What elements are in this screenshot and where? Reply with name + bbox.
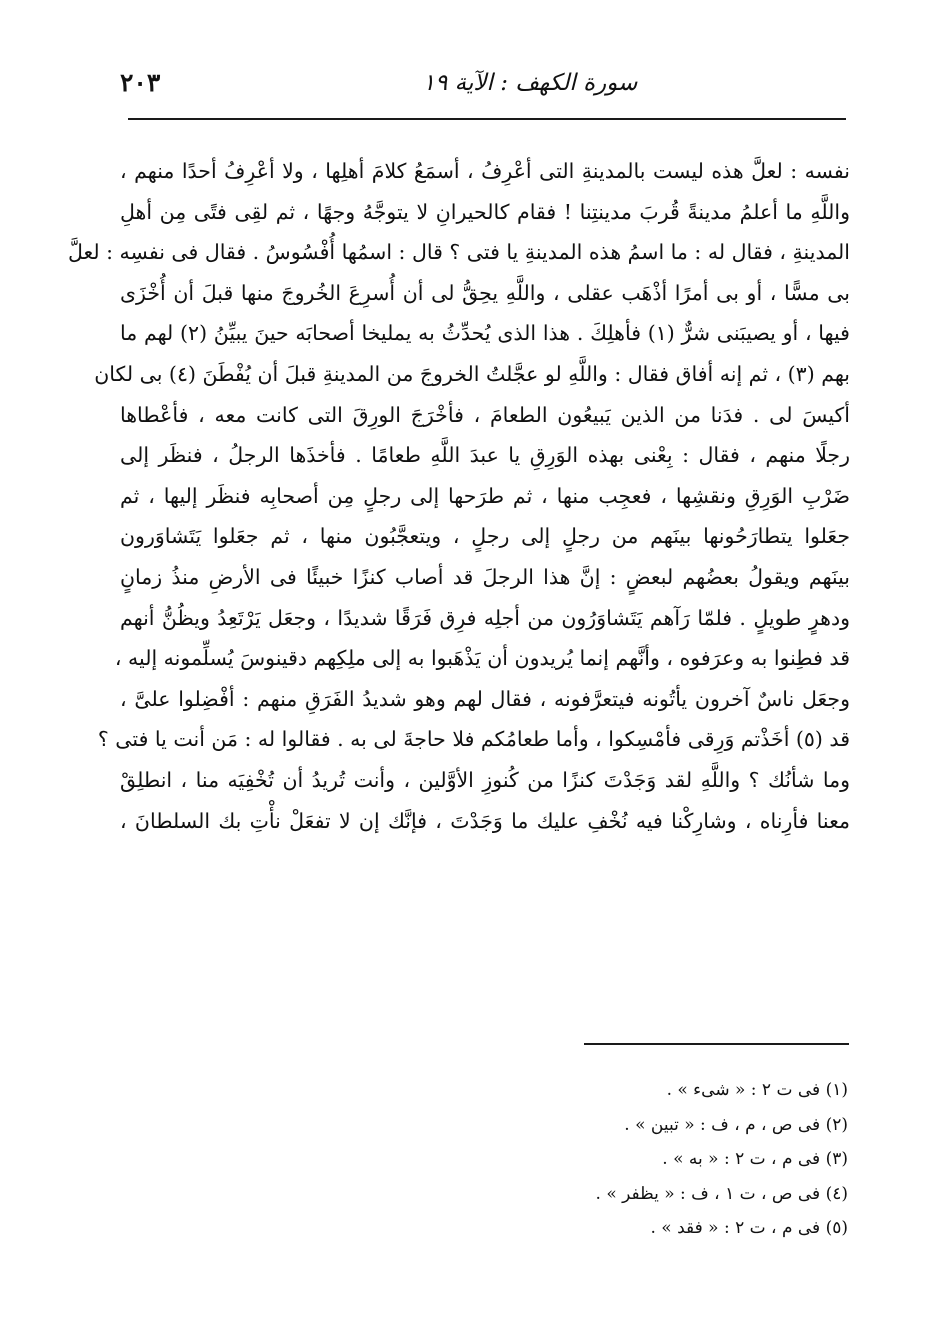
text-line: رجلًا منهم ، فقال : بِعْنى بهذه الوَرِقِ يا عبدَ اللَّهِ طعامًا . فأخذَها الرجلُ ، فنظَر إلى (120, 443, 850, 468)
text-line: جعَلوا يتطارَحُونها بينَهم من رجلٍ إلى رجلٍ ، ويتعجَّبُون منها ، ثم جعَلوا يَتَشاوَرون (120, 524, 850, 549)
text-line: أكيسَ لى . فدَنا من الذين يَبيعُون الطعامَ ، فأخْرَجَ الورِقَ التى كانت معه ، فأعْطاها (120, 402, 850, 427)
text-line: فيها ، أو يصيبَنى شرٌّ (١) فأهلِكَ . هذا الذى يُحدِّثُ به يمليخا أصحابَه حينَ يبيِّنُ (٢) لهم ما (120, 321, 850, 346)
footnote-divider (584, 1043, 849, 1045)
text-line: واللَّهِ ما أعلمُ مدينةً قُربَ مدينتِنا ! فقام كالحيرانِ لا يتوجَّهُ وجهًا ، ثم لقِى فتًى مِن أهلِ (120, 199, 850, 224)
footnote-5: (٥) فى م ، ت ٢ : « فقد » . (650, 1218, 848, 1238)
text-line: بى مسًّا ، أو بى أمرًا أذْهَب عقلى ، واللَّهِ يحِقُّ لى أن أُسرِعَ الخُروجَ منها قبلَ أن أُخْزَى (120, 280, 850, 305)
text-line: وما شأنُك ؟ واللَّهِ لقد وَجَدْتَ كنزًا من كُنوزِ الأوَّلين ، وأنت تُريدُ أن تُخْفِيَه منا ، انطلِقْ (120, 767, 850, 792)
footnote-3: (٣) فى م ، ت ٢ : « به » . (662, 1149, 848, 1169)
page-number: ٢٠٣ (120, 68, 161, 97)
text-line: نفسه : لعلَّ هذه ليست بالمدينةِ التى أعْرِفُ ، أسمَعُ كلامَ أهلِها ، ولا أعْرِفُ أحدًا منهم ، (120, 159, 850, 183)
text-line: بينَهم ويقولُ بعضُهم لبعضٍ : إنَّ هذا الرجلَ قد أصاب كنزًا خبيئًا فى الأرضِ منذُ زمانٍ (120, 564, 850, 589)
footnote-4: (٤) فى ص ، ت ١ ، ف : « يظفر » . (595, 1183, 848, 1204)
footnote-2: (٢) فى ص ، م ، ف : « تبين » . (624, 1114, 848, 1135)
body-text (67, 151, 850, 841)
text-line: ضَرْبِ الوَرِقِ ونقشِها ، فعجِب منها ، ثم طرَحها إلى رجلٍ مِن أصحابِه فنظَر إليها ، ثم (120, 483, 850, 508)
footnotes (470, 1073, 848, 1246)
text-line: معنا فأرِناه ، وشارِكْنا فيه نُخْفِ عليك ما وَجَدْتَ ، فإنَّك إن لا تفعَلْ نأْتِ بك السلطانَ ، (120, 808, 850, 833)
text-line: قد (٥) أخَذْتم وَرِقى فأمْسِكوا ، وأما طعامُكم فلا حاجةَ لى به . فقالوا له : مَن أنت يا فتى ؟ (97, 727, 850, 752)
text-line: قد فطِنوا به وعرَفوه ، وأنَّهم إنما يُريدون أن يَذْهَبوا به إلى ملِكِهم دقينوسَ يُسلِّمونه إليه ، (114, 646, 850, 671)
text-line: ودهرٍ طويلٍ . فلمّا رَآهم يَتَشاوَرُون من أجلِه فرِق فَرَقًا شديدًا ، وجعَل يَرْتَعِدُ ويظُنُّ أنهم (120, 605, 850, 630)
footnote-1: (١) فى ت ٢ : « شىء » . (666, 1080, 848, 1100)
header-divider (128, 118, 846, 120)
running-title: سورة الكهف : الآية ١٩ (422, 70, 638, 96)
text-line: وجعَل ناسٌ آخرون يأتُونه فيتعرَّفونه ، فقال لهم وهو شديدُ الفَرَقِ منهم : أفْضِلوا علىَّ ، (120, 686, 850, 711)
text-line: المدينةِ ، فقال له : ما اسمُ هذه المدينةِ يا فتى ؟ قال : اسمُها أُفْسُوسُ . فقال فى نفسِه : لعلَّ (67, 240, 850, 265)
text-line: بهم (٣) ، ثم إنه أفاق فقال : واللَّهِ لو عجَّلتُ الخروجَ من المدينةِ قبلَ أن يُفْطَنَ (٤) بى لكان (94, 361, 850, 386)
